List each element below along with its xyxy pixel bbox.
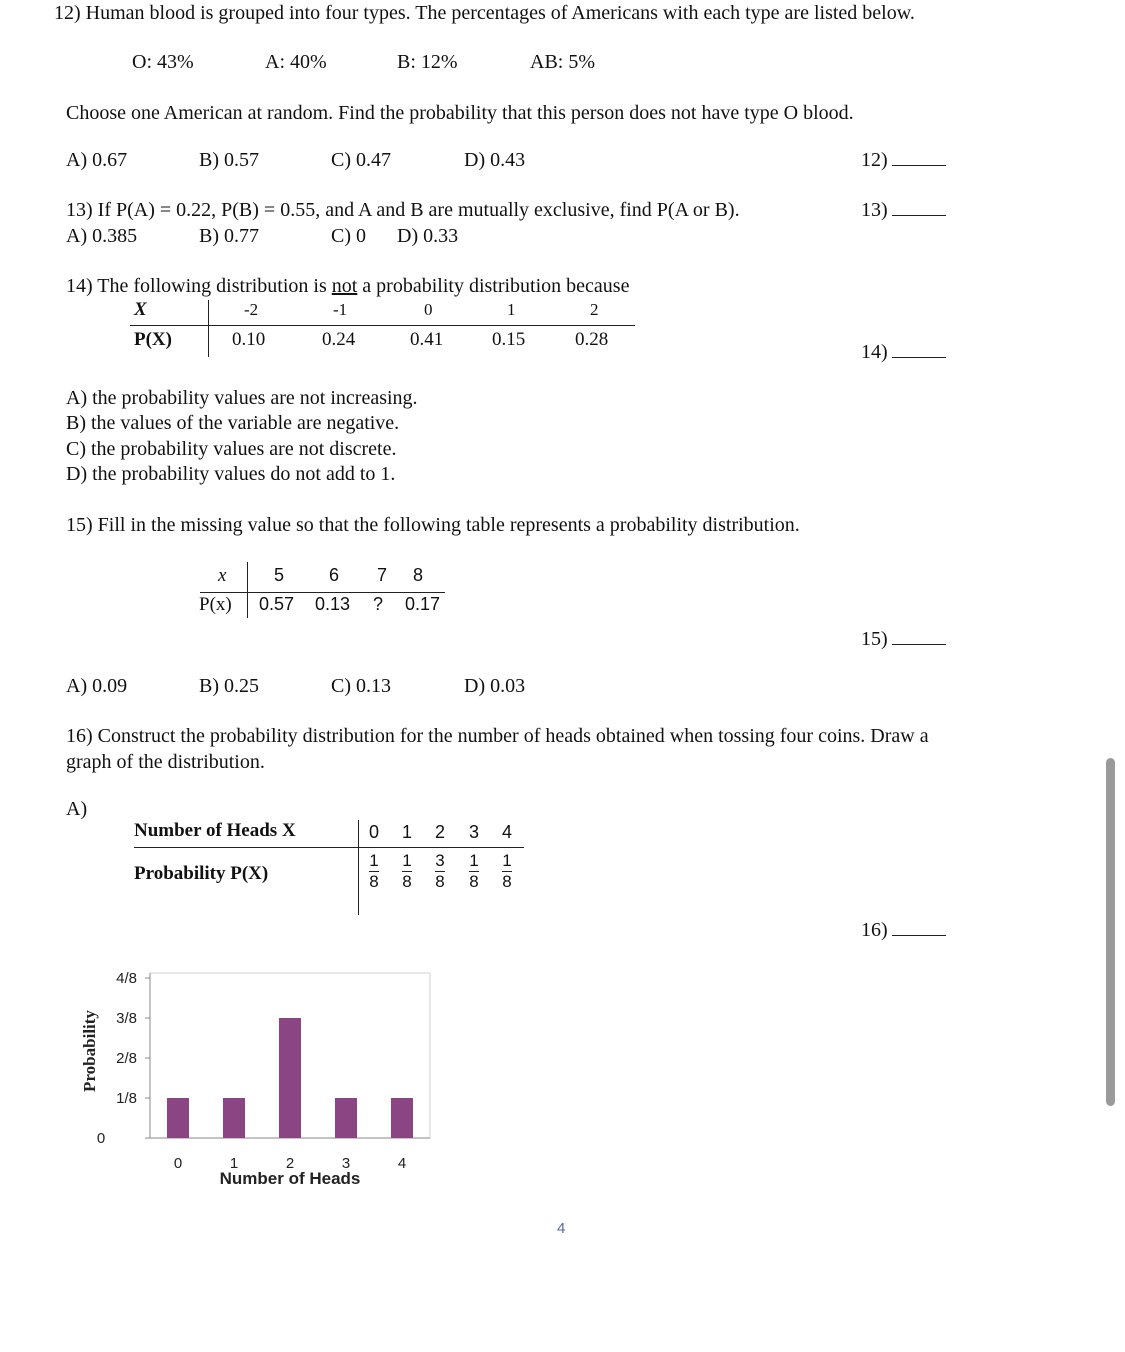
q14-vline [208,300,209,357]
q16-prob-fraction [397,852,417,891]
blood-type-b: B: 12% [397,51,458,73]
q15-x-cell: 8 [413,565,424,585]
q16-choice-a: A) [66,798,88,820]
q16-heads-cell: 0 [369,822,380,842]
answer-line [892,356,946,358]
bar [279,1018,301,1138]
q16-heads-cell: 1 [402,822,413,842]
q15-choice-c: C) 0.13 [331,675,391,697]
q14-number: 14) [861,341,888,363]
q14-choice-d: D) the probability values do not add to 1. [66,463,396,485]
q14-x-cell: 0 [424,300,433,319]
bar [223,1098,245,1138]
probability-bar-chart [70,955,450,1195]
denominator: 8 [469,872,479,891]
q13-number: 13) [861,199,888,221]
q15-choice-d: D) 0.03 [464,675,526,697]
denominator: 8 [435,872,445,891]
x-tick-label: 4 [397,1155,407,1172]
bar [391,1098,413,1138]
y-tick-label: 3/8 [116,1010,137,1027]
q14-p-cell: 0.24 [322,329,356,350]
denominator: 8 [502,872,512,891]
q14-text [66,275,629,298]
y-tick-label: 4/8 [116,970,137,987]
q12-choice-d: D) 0.43 [464,149,526,171]
q12-number: 12) [861,149,888,171]
q14-p-cell: 0.41 [410,329,444,350]
q15-choice-a: A) 0.09 [66,675,128,697]
q14-x-cell: -1 [333,300,348,319]
q15-p-cell: 0.57 [259,594,295,614]
page-number: 4 [557,1220,566,1237]
q15-text: 15) Fill in the missing value so that the following table represents a probability distribution. [66,514,800,536]
y-axis-title: Probability [80,1010,99,1092]
q16-prob-fraction [430,852,450,891]
y-tick-label: 1/8 [116,1090,137,1107]
q14-text-not: not [331,275,358,297]
q13-text: 13) If P(A) = 0.22, P(B) = 0.55, and A and B are mutually exclusive, find P(A or B). [66,199,740,221]
q16-answer-blank [861,919,946,942]
q16-prob-fraction [464,852,484,891]
q16-row2-label: Probability P(X) [134,863,269,884]
q15-header-p: P(x) [199,594,232,615]
numerator: 1 [369,851,379,870]
numerator: 3 [435,851,445,870]
q14-choice-b: B) the values of the variable are negative. [66,412,400,434]
q12-answer-blank [861,149,946,172]
numerator: 1 [502,851,512,870]
q15-p-cell: ? [373,594,384,614]
q16-heads-cell: 2 [435,822,446,842]
q15-answer-blank [861,628,946,651]
x-tick-label: 0 [173,1155,183,1172]
q15-hline [200,592,445,593]
q16-vline [358,820,359,915]
q12-text: 12) Human blood is grouped into four types. The percentages of Americans with each type are listed below. [54,2,915,24]
q13-choice-b: B) 0.77 [199,225,259,247]
bar [167,1098,189,1138]
q15-choice-b: B) 0.25 [199,675,259,697]
q14-x-cell: 1 [507,300,516,319]
q14-choice-c: C) the probability values are not discrete. [66,438,397,460]
q12-question: Choose one American at random. Find the probability that this person does not have type O blood. [66,102,854,124]
q16-text-line1: 16) Construct the probability distribution for the number of heads obtained when tossing four coins. Draw a [66,725,929,747]
q14-header-p: P(X) [134,329,172,350]
q15-vline [247,562,248,618]
x-axis-title: Number of Heads [219,1169,361,1188]
blood-type-ab: AB: 5% [530,51,595,73]
q15-p-cell: 0.17 [405,594,441,614]
q16-number: 16) [861,919,888,941]
q14-answer-blank [861,341,946,364]
x-tick-label: 2 [285,1155,295,1172]
q14-x-cell: 2 [590,300,599,319]
x-tick-label: 1 [229,1155,239,1172]
q12-choice-a: A) 0.67 [66,149,128,171]
q13-answer-blank [861,199,946,222]
numerator: 1 [469,851,479,870]
y-tick-label: 2/8 [116,1050,137,1067]
denominator: 8 [402,872,412,891]
q16-text-line2: graph of the distribution. [66,751,265,773]
blood-type-a: A: 40% [265,51,327,73]
blood-type-o: O: 43% [132,51,194,73]
q16-hline [134,847,524,848]
bar [335,1098,357,1138]
x-tick-label: 3 [341,1155,351,1172]
q16-prob-fraction [497,852,517,891]
answer-line [892,214,946,216]
q16-heads-cell: 4 [502,822,513,842]
numerator: 1 [402,851,412,870]
q15-x-cell: 5 [274,565,285,585]
answer-line [892,643,946,645]
q16-heads-cell: 3 [469,822,480,842]
answer-line [892,164,946,166]
q13-choice-a: A) 0.385 [66,225,138,247]
q14-x-cell: -2 [244,300,259,319]
denominator: 8 [369,872,379,891]
q14-text-before: 14) The following distribution is [66,275,332,297]
answer-line [892,934,946,936]
q16-prob-fraction [364,852,384,891]
q12-choice-b: B) 0.57 [199,149,259,171]
q14-choice-a: A) the probability values are not increasing. [66,387,418,409]
q16-row1-label: Number of Heads X [134,820,296,841]
q15-p-cell: 0.13 [315,594,351,614]
q14-p-cell: 0.28 [575,329,609,350]
q15-header-x: x [218,565,227,586]
q14-p-cell: 0.10 [232,329,266,350]
q15-x-cell: 6 [329,565,340,585]
scrollbar-thumb[interactable] [1106,758,1115,1106]
q15-number: 15) [861,628,888,650]
q15-x-cell: 7 [377,565,388,585]
q14-hline [130,325,635,326]
q13-choice-c: C) 0 [331,225,366,247]
q12-choice-c: C) 0.47 [331,149,391,171]
q14-p-cell: 0.15 [492,329,526,350]
q14-text-after: a probability distribution because [357,275,630,297]
q14-header-x: X [134,299,147,320]
y-tick-label: 0 [96,1130,106,1147]
q13-choice-d: D) 0.33 [397,225,459,247]
